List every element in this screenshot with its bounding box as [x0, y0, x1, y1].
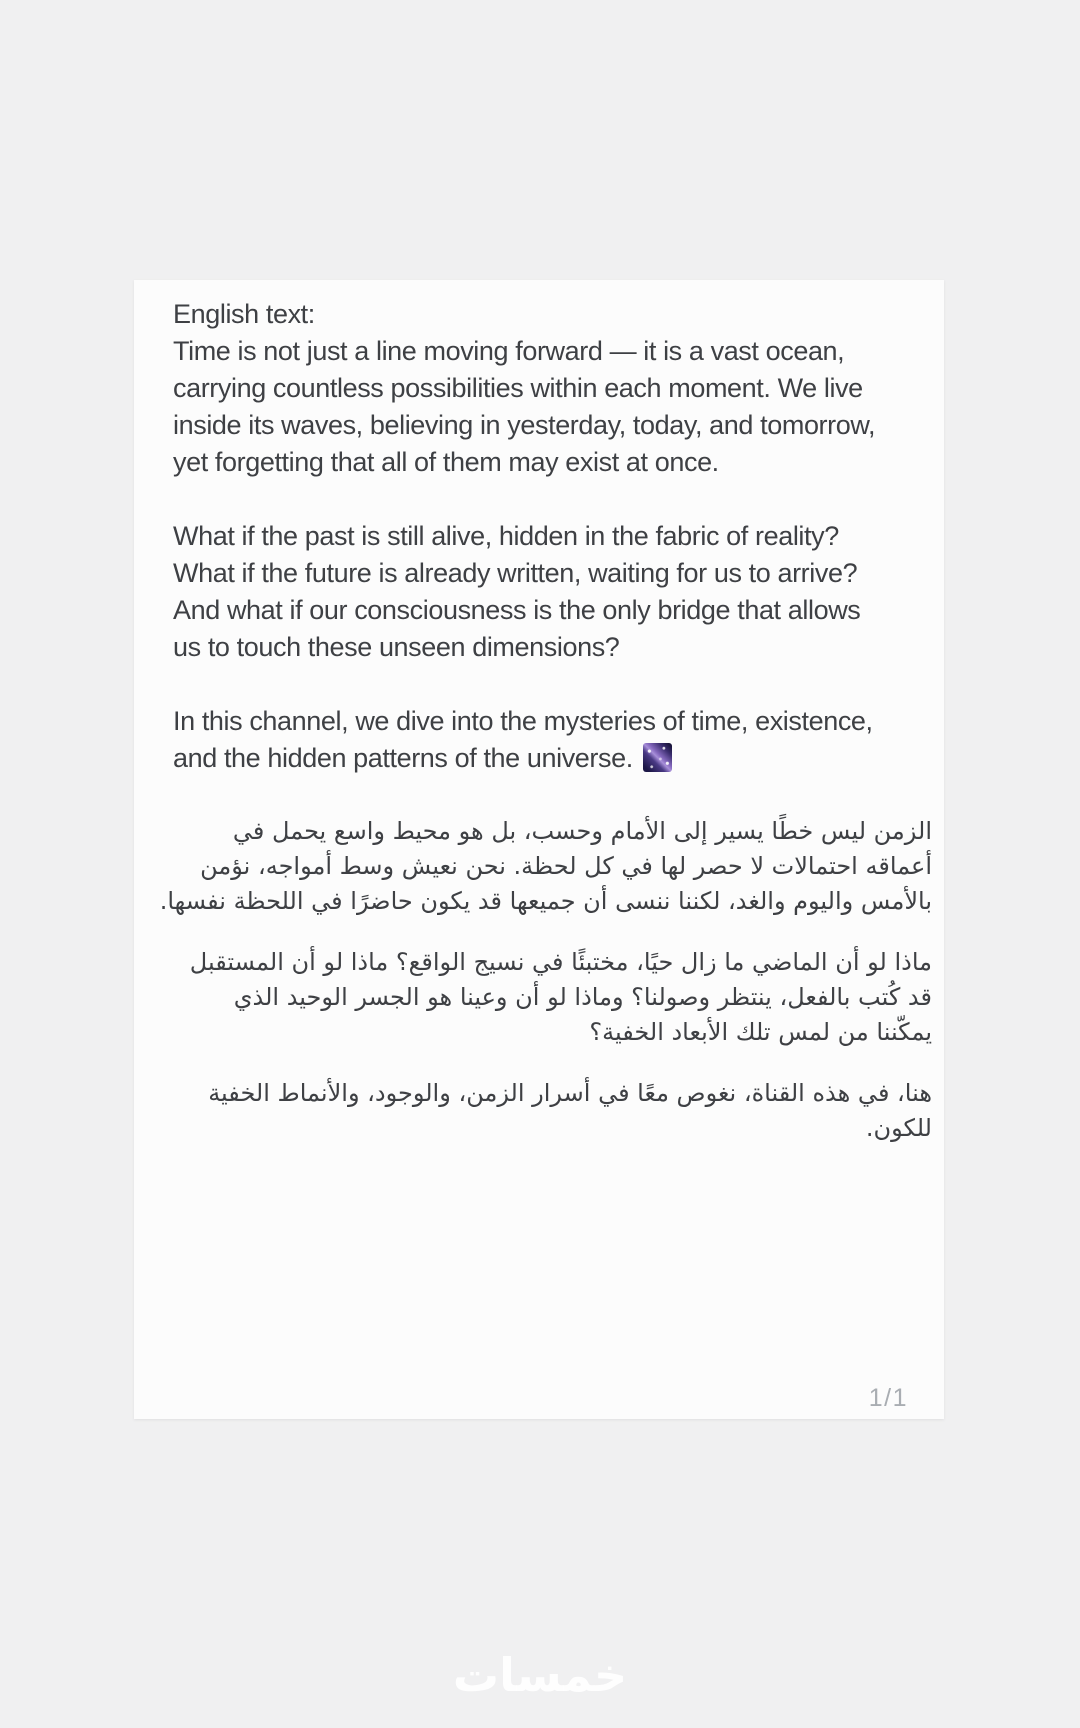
text-line: carrying countless possibilities within each moment. We live: [173, 373, 863, 403]
text-line: يمكّننا من لمس تلك الأبعاد الخفية؟: [589, 1018, 932, 1046]
english-section: [173, 296, 944, 777]
document-content: [134, 280, 944, 1146]
arabic-paragraph-1: [159, 814, 932, 919]
document-card: [134, 280, 944, 1419]
text-line: أعماقه احتمالات لا حصر لها في كل لحظة. نحن نعيش وسط أمواجه، نؤمن: [200, 852, 932, 880]
text-line: بالأمس واليوم والغد، لكننا ننسى أن جميعها قد يكون حاضرًا في اللحظة نفسها.: [159, 887, 932, 915]
text-line: هنا، في هذه القناة، نغوص معًا في أسرار الزمن، والوجود، والأنماط الخفية: [208, 1079, 932, 1107]
text-line: What if the future is already written, waiting for us to arrive?: [173, 558, 858, 588]
page-indicator: 1/1: [868, 1384, 908, 1412]
arabic-section: [159, 814, 944, 1146]
arabic-paragraph-2: [173, 945, 932, 1050]
text-line: inside its waves, believing in yesterday, today, and tomorrow,: [173, 410, 876, 440]
text-line: ماذا لو أن الماضي ما زال حيًا، مختبئًا في نسيج الواقع؟ ماذا لو أن المستقبل: [189, 948, 932, 976]
text-line: yet forgetting that all of them may exist at once.: [173, 447, 719, 477]
text-line: Time is not just a line moving forward — it is a vast ocean,: [173, 336, 845, 366]
english-paragraph-2: [173, 518, 944, 666]
text-line: In this channel, we dive into the mysteries of time, existence,: [173, 706, 873, 736]
text-line: And what if our consciousness is the only bridge that allows: [173, 595, 861, 625]
milky-way-emoji: [643, 743, 672, 772]
english-paragraph-1: [173, 296, 944, 481]
text-line: What if the past is still alive, hidden in the fabric of reality?: [173, 521, 839, 551]
text-line: قد كُتب بالفعل، ينتظر وصولنا؟ وماذا لو أن وعينا هو الجسر الوحيد الذي: [233, 983, 932, 1011]
english-paragraph-3: [173, 703, 944, 777]
text-line: us to touch these unseen dimensions?: [173, 632, 620, 662]
text-line: للكون.: [865, 1114, 932, 1142]
arabic-paragraph-3: [173, 1076, 932, 1146]
text-line: [173, 740, 944, 777]
text-line: الزمن ليس خطًا يسير إلى الأمام وحسب، بل هو محيط واسع يحمل في: [232, 817, 932, 845]
khamsat-watermark-logo: خمسات: [452, 1648, 628, 1702]
text-line-fragment: and the hidden patterns of the universe.: [173, 743, 640, 773]
english-label: English text:: [173, 299, 315, 329]
